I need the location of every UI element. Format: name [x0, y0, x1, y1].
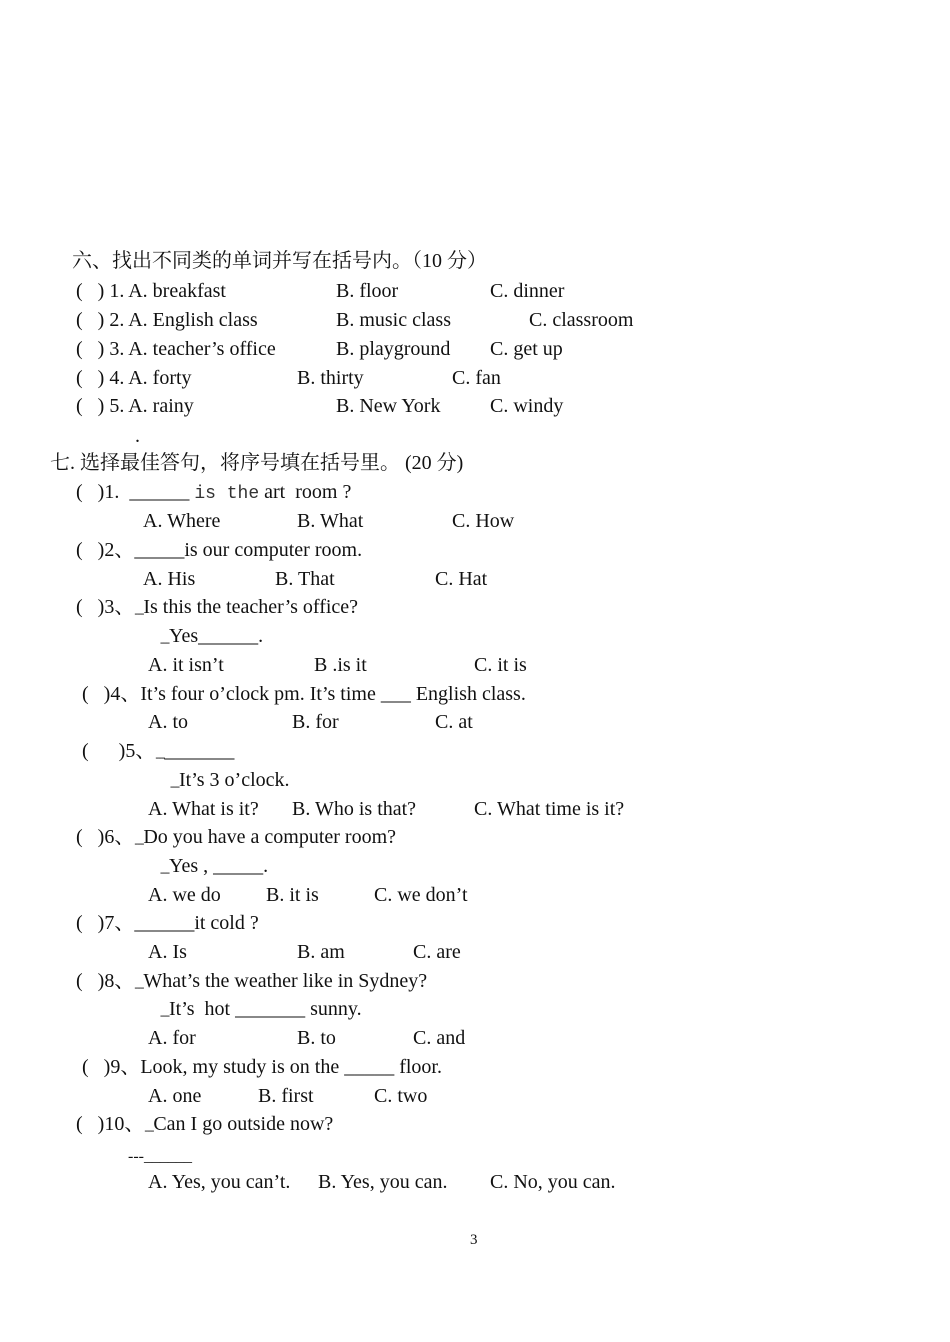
q6-option-b: B. it is [266, 884, 319, 906]
s6-item-2-b: B. music class [336, 309, 451, 331]
s6-item-5-a: ( ) 5. A. rainy [76, 395, 194, 417]
q6-option-c: C. we don’t [374, 884, 468, 906]
q3-prefix: ( )3、 [76, 596, 135, 618]
s6-item-3-b: B. playground [336, 338, 451, 360]
section-7-title: 七. 选择最佳答句，将序号填在括号里。 (20 分) [50, 452, 464, 474]
q2-option-c: C. Hat [435, 568, 488, 590]
q9-option-b: B. first [258, 1085, 314, 1107]
q8-reply [160, 997, 362, 1027]
q10-reply: ---______ [128, 1148, 192, 1165]
q10-option-a: A. Yes, you can’t. [148, 1171, 291, 1193]
q10-option-b: B. Yes, you can. [318, 1171, 448, 1193]
q8-prefix: ( )8、 [76, 970, 135, 992]
q8-option-c: C. and [413, 1027, 466, 1049]
q4-option-c: C. at [435, 711, 473, 733]
stray-dot: . [135, 425, 140, 447]
s6-item-3-c: C. get up [490, 338, 563, 360]
q7-question: ( )7、______it cold ? [76, 912, 259, 934]
section-6-title: 六、找出不同类的单词并写在括号内。（10 分） [72, 250, 487, 272]
q10-prefix: ( )10、 [76, 1113, 145, 1135]
q2-option-a: A. His [143, 568, 196, 590]
q1-question [76, 480, 351, 506]
q6-text: Do you have a computer room? [143, 826, 397, 848]
q5-reply-text: It’s 3 o’clock. [179, 769, 290, 791]
q1-option-c: C. How [452, 510, 515, 532]
s6-item-4-c: C. fan [452, 367, 501, 389]
q6-question [76, 825, 396, 855]
q10-option-c: C. No, you can. [490, 1171, 616, 1193]
q3-text: Is this the teacher’s office? [143, 596, 359, 618]
s6-item-2-c: C. classroom [529, 309, 634, 331]
q5-dash: --- [155, 750, 165, 764]
s6-item-1-c: C. dinner [490, 280, 565, 302]
q1-option-a: A. Where [143, 510, 221, 532]
q5-reply-dash: --- [170, 779, 179, 793]
q10-question [76, 1112, 333, 1142]
q8-option-b: B. to [297, 1027, 336, 1049]
q8-text: What’s the weather like in Sydney? [143, 970, 428, 992]
q7-option-a: A. Is [148, 941, 187, 963]
q8-option-a: A. for [148, 1027, 196, 1049]
s6-item-4-b: B. thirty [297, 367, 364, 389]
q6-reply-text: Yes , _____. [169, 855, 269, 877]
q5-option-a: A. What is it? [148, 798, 259, 820]
q9-question: ( )9、Look, my study is on the _____ floor. [82, 1056, 442, 1078]
q3-option-a: A. it isn’t [148, 654, 224, 676]
q1-suffix: art room ? [259, 481, 352, 503]
s6-item-5-b: B. New York [336, 395, 441, 417]
q3-option-c: C. it is [474, 654, 527, 676]
q8-dash: --- [134, 980, 144, 994]
s6-item-2-a: ( ) 2. A. English class [76, 309, 258, 331]
q6-option-a: A. we do [148, 884, 221, 906]
q1-option-b: B. What [297, 510, 364, 532]
q8-question [76, 969, 427, 999]
q6-prefix: ( )6、 [76, 826, 135, 848]
q4-option-a: A. to [148, 711, 188, 733]
q7-option-b: B. am [297, 941, 345, 963]
q9-option-a: A. one [148, 1085, 202, 1107]
q3-dash: --- [134, 606, 144, 620]
q5-text: _______ [164, 740, 235, 762]
q10-text: Can I go outside now? [153, 1113, 334, 1135]
q2-option-b: B. That [275, 568, 335, 590]
q10-dash: --- [144, 1123, 154, 1137]
q1-prefix: ( )1. ______ [76, 481, 195, 503]
q3-reply-dash: --- [160, 635, 169, 649]
s6-item-4-a: ( ) 4. A. forty [76, 367, 192, 389]
q4-option-b: B. for [292, 711, 339, 733]
s6-item-1-b: B. floor [336, 280, 399, 302]
q5-option-c: C. What time is it? [474, 798, 625, 820]
s6-item-3-a: ( ) 3. A. teacher’s office [76, 338, 276, 360]
q8-reply-text: It’s hot _______ sunny. [169, 998, 362, 1020]
q3-question [76, 595, 358, 625]
q8-reply-dash: --- [160, 1008, 169, 1022]
q5-reply [170, 768, 290, 798]
q5-option-b: B. Who is that? [292, 798, 417, 820]
q7-option-c: C. are [413, 941, 461, 963]
q4-question: ( )4、It’s four o’clock pm. It’s time ___ English class. [82, 683, 526, 705]
s6-item-5-c: C. windy [490, 395, 564, 417]
q6-reply [160, 854, 268, 884]
q3-reply-text: Yes______. [169, 625, 264, 647]
q1-mono-text: is the [194, 484, 260, 504]
page-number: 3 [470, 1232, 478, 1248]
q6-reply-dash: --- [160, 865, 169, 879]
q3-reply [160, 624, 263, 654]
q3-option-b: B .is it [314, 654, 367, 676]
s6-item-1-a: ( ) 1. A. breakfast [76, 280, 226, 302]
q2-question: ( )2、_____is our computer room. [76, 539, 363, 561]
q5-prefix: ( )5、 [82, 740, 156, 762]
q5-question [82, 739, 234, 769]
q6-dash: --- [134, 836, 144, 850]
q9-option-c: C. two [374, 1085, 428, 1107]
